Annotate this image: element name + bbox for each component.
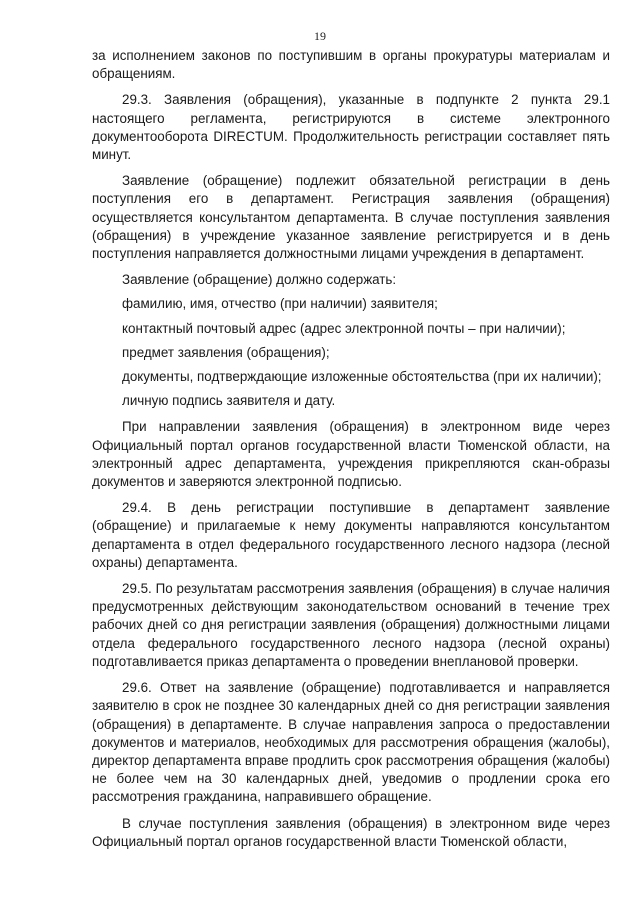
paragraph-electronic: При направлении заявления (обращения) в электронном виде через Официальный портал органов государственной власти Тюменской области, на электронный адрес департамента, учреждения прикрепляются скан-образы документов и заверяются электронной подписью. (92, 419, 610, 490)
paragraph-29-5: 29.5. По результатам рассмотрения заявления (обращения) в случае наличия предусмотренных действующим законодательством оснований в течение трех рабочих дней со дня регистрации заявления (обращения) должностными лицами отдела федерального государственного лесного надзора (лесной охраны) подготавливается приказ департамента о проведении внеплановой проверки. (92, 581, 610, 669)
list-item-signature: личную подпись заявителя и дату. (122, 393, 336, 409)
paragraph-electronic-portal: В случае поступления заявления (обращения) в электронном виде через Официальный портал органов государственной власти Тюменской области, (92, 815, 610, 849)
list-item-documents: документы, подтверждающие изложенные обстоятельства (при их наличии); (122, 369, 602, 385)
paragraph-29-6: 29.6. Ответ на заявление (обращение) подготавливается и направляется заявителю в срок не позднее 30 календарных дней со дня регистрации заявления (обращения) в департаменте. В случае направления запроса о предоставлении документов и материалов, необходимых для рассмотрения обращения (жалобы), директор департамента вправе продлить срок рассмотрения обращения (жалобы) не более чем на 30 календарных дней, уведомив о продлении срока его рассмотрения гражданина, направившего обращение. (92, 680, 610, 805)
list-item-address: контактный почтовый адрес (адрес электронной почты – при наличии); (122, 320, 566, 336)
paragraph-29-4: 29.4. В день регистрации поступившие в департамент заявление (обращение) и прилагаемые к нему документы направляются консультантом департамента в отдел федерального государственного лесного надзора (лесной охраны) департамента. (92, 500, 610, 570)
document-body (92, 47, 610, 859)
list-item-subject: предмет заявления (обращения); (122, 344, 330, 360)
paragraph-continuation: за исполнением законов по поступившим в органы прокуратуры материалам и обращениям. (92, 48, 610, 82)
page-number: 19 (314, 29, 326, 43)
list-item-name: фамилию, имя, отчество (при наличии) заявителя; (122, 296, 438, 312)
paragraph-29-3: 29.3. Заявления (обращения), указанные в подпункте 2 пункта 29.1 настоящего регламента, регистрируются в системе электронного документооборота DIRECTUM. Продолжительность регистрации составляет пять минут. (92, 92, 610, 163)
paragraph-registration: Заявление (обращение) подлежит обязательной регистрации в день поступления его в департамент. Регистрация заявления (обращения) осуществляется консультантом департамента. В случае поступления заявления (обращения) в учреждение указанное заявление регистрируется и в день поступления направляется должностными лицами учреждения в департамент. (92, 173, 610, 262)
paragraph-must-contain: Заявление (обращение) должно содержать: (122, 272, 397, 288)
